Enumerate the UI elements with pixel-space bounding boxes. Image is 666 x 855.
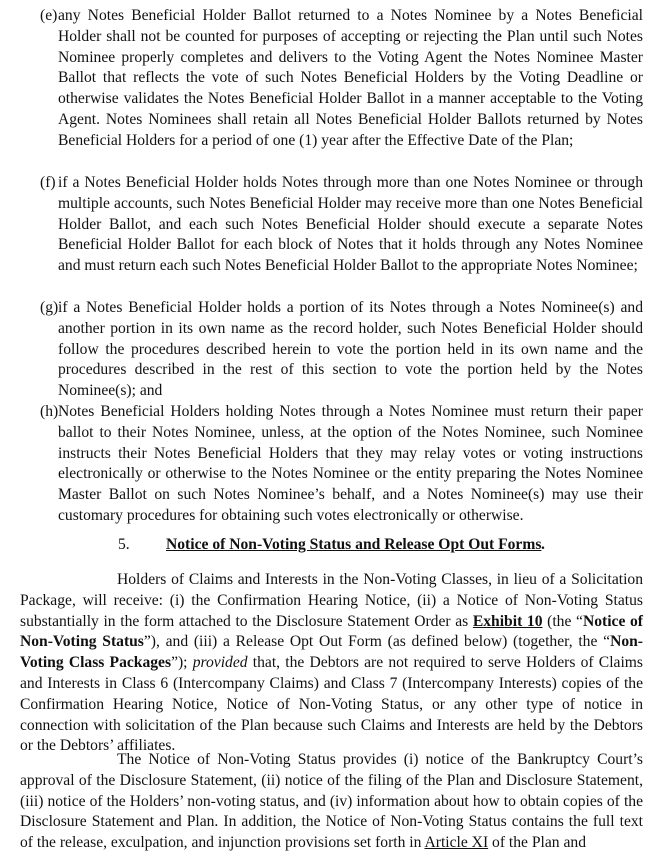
item-label: (g)	[40, 299, 59, 316]
article-reference: Article XI	[424, 834, 489, 852]
section-title-text: Notice of Non-Voting Status and Release Opt Out Forms	[166, 536, 542, 553]
list-item-g	[40, 298, 643, 402]
item-text: Notes Beneficial Holders holding Notes through a Notes Nominee must return their paper ballot to their Notes Nominee, unless, at the option of the Notes Nominee, such Nominee instructs their Notes Beneficial Holders that they may relay votes or voting instructions electronically or otherwise to the Notes Nominee or the entity preparing the Notes Nominee Master Ballot on such Notes Nominee’s behalf, and a Notes Nominee(s) may use their customary procedures for obtaining such votes electronically or otherwise.	[58, 403, 643, 524]
exhibit-reference: Exhibit 10	[472, 612, 543, 630]
defined-term: Notice of Non-Voting Status	[20, 612, 643, 651]
item-text: any Notes Beneficial Holder Ballot returned to a Notes Nominee by a Notes Beneficial Holder shall not be counted for purposes of accepting or rejecting the Plan until such Notes Nominee properly completes and delivers to the Voting Agent the Notes Nominee Master Ballot that reflects the vote of such Notes Beneficial Holders by the Voting Deadline or otherwise validates the Notes Beneficial Holder Ballot in a manner acceptable to the Voting Agent. Notes Nominees shall retain all Notes Beneficial Holder Ballots returned by Notes Beneficial Holders for a period of one (1) year after the Effective Date of the Plan;	[58, 7, 643, 149]
text-run: The Notice of Non-Voting Status provides (i) notice of the Bankruptcy Court’s approval of the Disclosure Statement, (ii) notice of the filing of the Plan and Disclosure Statement, (iii) notice of the Holders’ non-voting status, and (iv) information about how to obtain copies of the Disclosure Statement and Plan. In addition, the Notice of Non-Voting Status contains the full text of the release, exculpation, and injunction provisions set forth in	[20, 751, 643, 852]
text-run: that, the Debtors are not required to serve Holders of Claims and Interests in Class 6 (Intercompany Claims) and Class 7 (Intercompany Interests) copies of the Confirmation Hearing Notice, Notice of Non-Voting Status, or any other type of notice in connection with solicitation of the Plan because such Claims and Interests are held by the Debtors or the Debtors’ affiliates.	[20, 654, 643, 755]
text-run: ”), and (iii) a Release Opt Out Form (as defined below) (together, the “	[143, 633, 611, 651]
item-text: if a Notes Beneficial Holder holds a portion of its Notes through a Notes Nominee(s) and another portion in its own name as the record holder, such Notes Beneficial Holder should follow the procedures described herein to vote the portion held in its own name and the procedures described in the rest of this section to vote the portion held by the Notes Nominee(s); and	[58, 299, 643, 400]
defined-term: Non-Voting Class Packages	[20, 633, 643, 672]
item-label: (h)	[40, 403, 59, 420]
list-item-h	[40, 402, 643, 527]
text-run: (the “	[542, 612, 583, 630]
text-run: Holders of Claims and Interests in the Non-Voting Classes, in lieu of a Solicitation Package, will receive: (i) the Confirmation Hearing Notice, (ii) a Notice of Non-Voting Status substantially in the form attached to the Disclosure Statement Order as	[20, 571, 643, 630]
list-item-e	[40, 6, 643, 152]
section-title	[166, 535, 541, 556]
text-run: ”);	[171, 654, 193, 672]
item-text: if a Notes Beneficial Holder holds Notes through more than one Notes Nominee or through multiple accounts, such Notes Beneficial Holder may receive more than one Notes Beneficial Holder Ballot, and each such Notes Beneficial Holder should execute a separate Notes Beneficial Holder Ballot for each block of Notes that it holds through any Notes Nominee and must return each such Notes Beneficial Holder Ballot to the appropriate Notes Nominee;	[58, 174, 643, 275]
item-label: (e)	[40, 7, 58, 24]
italic-term: provided	[192, 654, 248, 672]
list-item-f	[40, 173, 643, 277]
paragraph-notice-provisions	[20, 750, 643, 854]
section-number: 5.	[118, 536, 130, 553]
paragraph-non-voting-packages	[20, 570, 643, 757]
section-title-period: .	[541, 536, 545, 553]
text-run: of the Plan and	[488, 834, 587, 852]
item-label: (f)	[40, 174, 56, 191]
